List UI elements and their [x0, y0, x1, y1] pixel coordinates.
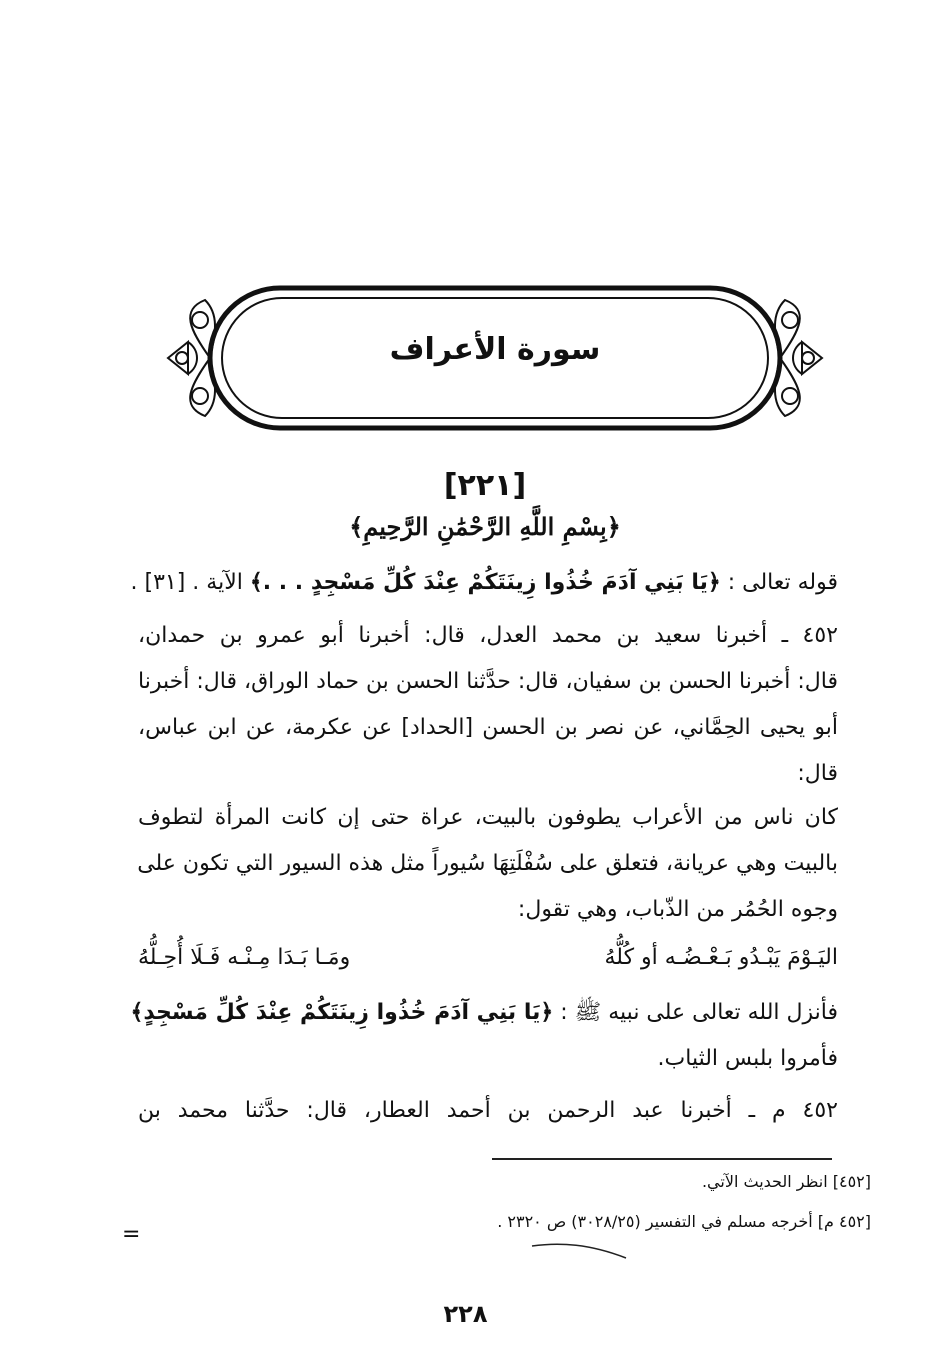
footnote: [٤٥٢ م] أخرجه مسلم في التفسير (٣٠٢٨/٢٥) ص ٢٣٢٠ . — [497, 1212, 871, 1231]
underline-squiggle-icon — [530, 1240, 630, 1260]
revelation-line: فأمروا بلبس الثياب. — [657, 1046, 838, 1071]
basmala: ﴿بِسْمِ اللَّهِ الرَّحْمَٰنِ الرَّحِيمِ﴾ — [349, 512, 621, 541]
poetry-verse — [138, 935, 838, 981]
revelation-verse: ﴿يَا بَنِي آدَمَ خُذُوا زِينَتَكُمْ عِنْدَ كُلِّ مَسْجِدٍ﴾ — [130, 1000, 554, 1025]
hadith-452 — [138, 613, 838, 797]
footnote: [٤٥٢] انظر الحديث الآتي. — [701, 1172, 871, 1191]
revelation-prefix: فأنزل الله تعالى على نبيه ﷺ : — [560, 1000, 838, 1025]
revelation-line — [130, 990, 838, 1036]
narration-line: وجوه الحُمُر من الذّباب، وهي تقول: — [517, 897, 838, 922]
hadith-452-line: أبو يحيى الحِمَّاني، عن نصر بن الحسن [الحداد] عن عكرمة، عن ابن عباس، — [138, 715, 838, 740]
continuation-mark: = — [122, 1222, 141, 1247]
poetry-hemistich-2: ومَـا بَـدَا مِـنْـه فَـلَا أُحِـلُّهُ — [138, 945, 351, 970]
surah-title: سورة الأعراف — [389, 332, 601, 367]
hadith-452-line: ٤٥٢ ـ أخبرنا سعيد بن محمد العدل، قال: أخبرنا أبو عمرو بن حمدان، — [138, 623, 838, 648]
narration-line: بالبيت وهي عريانة، فتعلق على سُفْلَتِهَا سُيوراً مثل هذه السيور التي تكون على — [137, 851, 838, 876]
hadith-452m — [138, 1088, 838, 1134]
page-number: ٢٢٨ — [443, 1300, 488, 1328]
narration — [138, 795, 838, 933]
section-number: [٢٢١] — [443, 468, 527, 503]
hadith-452m-line: ٤٥٢ م ـ أخبرنا عبد الرحمن بن أحمد العطار، قال: حدَّثنا محمد بن — [138, 1098, 838, 1123]
hadith-452-line: قال: أخبرنا الحسن بن سفيان، قال: حدَّثنا الحسن بن حماد الوراق، قال: أخبرنا — [138, 669, 838, 694]
verse-intro — [130, 560, 838, 606]
verse-intro-line — [130, 560, 838, 606]
footnote-divider — [492, 1158, 832, 1160]
verse-intro-prefix: قوله تعالى : — [727, 570, 838, 595]
revelation — [130, 990, 838, 1082]
poetry-row — [138, 935, 838, 981]
narration-line: كان ناس من الأعراب يطوفون بالبيت، عراة حتى إن كانت المرأة لتطوف — [138, 805, 838, 830]
poetry-hemistich-1: اليَـوْمَ يَبْـدُو بَـعْـضُـه أو كُلُّهُ — [604, 945, 838, 970]
verse-intro-verse: ﴿يَا بَنِي آدَمَ خُذُوا زِينَتَكُمْ عِنْدَ كُلِّ مَسْجِدٍ . . .﴾ — [249, 570, 721, 595]
title-cartouche — [160, 280, 830, 435]
verse-intro-suffix: الآية . [٣١] . — [130, 570, 243, 595]
hadith-452-line: قال: — [797, 761, 838, 786]
